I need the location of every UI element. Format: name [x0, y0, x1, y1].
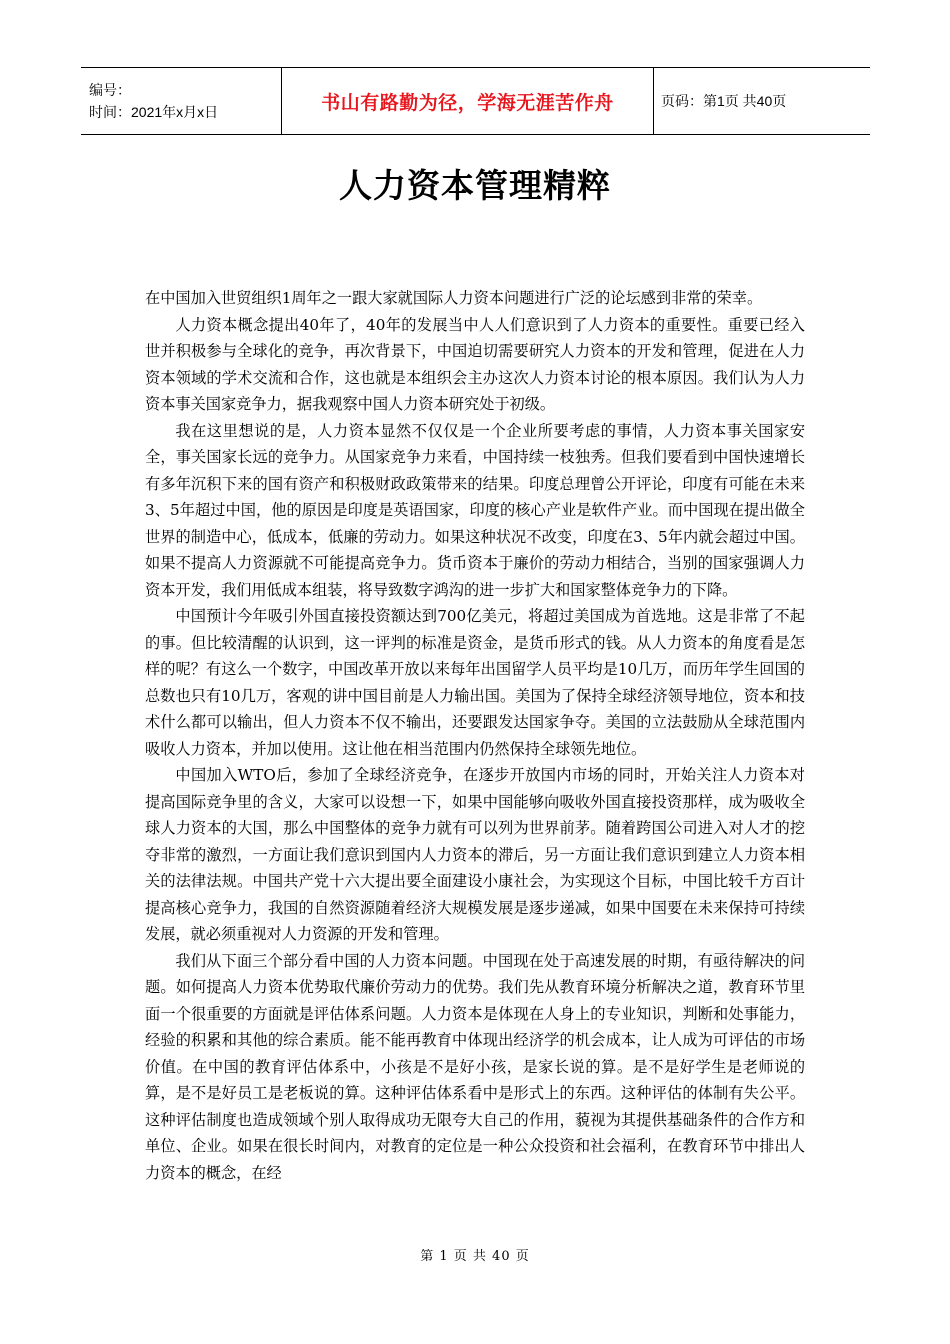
header-date-label: 时间：2021年x月x日 [89, 104, 219, 120]
document-header [81, 67, 870, 135]
paragraph: 在中国加入世贸组织1周年之一跟大家就国际人力资本问题进行广泛的论坛感到非常的荣幸。 [145, 289, 763, 307]
document-title: 人力资本管理精粹 [339, 166, 611, 205]
page-footer: 第 1 页 共 40 页 [420, 1249, 530, 1264]
paragraph: 中国加入WTO后，参加了全球经济竞争，在逐步开放国内市场的同时，开始关注人力资本对提高国际竞争里的含义，大家可以设想一下，如果中国能够向吸收外国直接投资那样，成为吸收全球人力资本的大国，那么中国整体的竞争力就有可以列为世界前茅。随着跨国公司进入对人才的挖夺非常的激烈，一方面让我们意识到国内人力资本的滞后，另一方面让我们意识到建立人力资本相关的法律法规。中国共产党十六大提出要全面建设小康社会，为实现这个目标，中国比较千方百计提高核心竞争力，我国的自然资源随着经济大规模发展是逐步递减，如果中国要在未来保持可持续发展，就必须重视对人力资源的开发和管理。 [145, 766, 805, 943]
header-motto-cell [282, 68, 654, 134]
document-body [145, 285, 805, 1186]
header-number-label: 编号： [89, 82, 131, 98]
paragraph: 人力资本概念提出40年了，40年的发展当中人人们意识到了人力资本的重要性。重要已经入世并积极参与全球化的竞争，再次背景下，中国迫切需要研究人力资本的开发和管理，促进在人力资本领域的学术交流和合作，这也就是本组织会主办这次人力资本讨论的根本原因。我们认为人力资本事关国家竞争力，据我观察中国人力资本研究处于初级。 [145, 315, 805, 413]
paragraph: 中国预计今年吸引外国直接投资额达到700亿美元，将超过美国成为首选地。这是非常了不起的事。但比较清醒的认识到，这一评判的标准是资金，是货币形式的钱。从人力资本的角度看是怎样的呢？有这么一个数字，中国改革开放以来每年出国留学人员平均是10几万，而历年学生回国的总数也只有10几万，客观的讲中国目前是人力输出国。美国为了保持全球经济领导地位，资本和技术什么都可以输出，但人力资本不仅不输出，还要跟发达国家争夺。美国的立法鼓励从全球范围内吸收人力资本，并加以使用。这让他在相当范围内仍然保持全球领先地位。 [145, 607, 805, 758]
paragraph: 我们从下面三个部分看中国的人力资本问题。中国现在处于高速发展的时期，有亟待解决的问题。如何提高人力资本优势取代廉价劳动力的优势。我们先从教育环境分析解决之道，教育环节里面一个很重要的方面就是评估体系问题。人力资本是体现在人身上的专业知识，判断和处事能力，经验的积累和其他的综合素质。能不能再教育中体现出经济学的机会成本，让人成为可评估的市场价值。在中国的教育评估体系中，小孩是不是好小孩，是家长说的算。是不是好学生是老师说的算，是不是好员工是老板说的算。这种评估体系看中是形式上的东西。这种评估的体制有失公平。这种评估制度也造成领域个别人取得成功无限夸大自己的作用，藐视为其提供基础条件的合作方和单位、企业。如果在很长时间内，对教育的定位是一种公众投资和社会福利，在教育环节中排出人力资本的概念，在经 [145, 951, 805, 1182]
paragraph: 我在这里想说的是，人力资本显然不仅仅是一个企业所要考虑的事情，人力资本事关国家安全，事关国家长远的竞争力。从国家竞争力来看，中国持续一枝独秀。但我们要看到中国快速增长有多年沉积下来的国有资产和积极财政政策带来的结果。印度总理曾公开评论，印度有可能在未来3、5年超过中国，他的原因是印度是英语国家，印度的核心产业是软件产业。而中国现在提出做全世界的制造中心，低成本，低廉的劳动力。如果这种状况不改变，印度在3、5年内就会超过中国。如果不提高人力资源就不可能提高竞争力。货币资本于廉价的劳动力相结合，当别的国家强调人力资本开发，我们用低成本组装，将导致数字鸿沟的进一步扩大和国家整体竞争力的下降。 [145, 421, 805, 599]
header-motto: 书山有路勤为径，学海无涯苦作舟 [321, 91, 614, 114]
header-page-cell [654, 68, 870, 134]
header-page-info: 页码：第1页 共40页 [661, 93, 787, 109]
header-meta-cell [81, 68, 282, 134]
